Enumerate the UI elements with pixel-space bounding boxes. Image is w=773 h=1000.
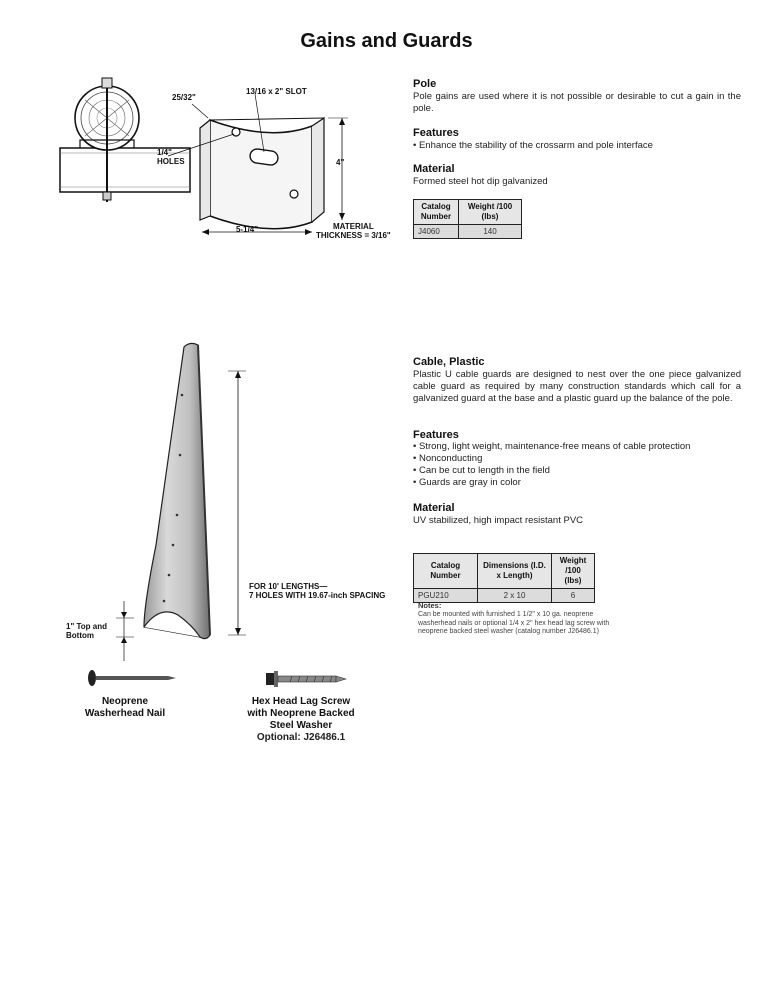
pole-col-weight: Weight /100 (lbs) (459, 200, 522, 225)
pole-features-heading: Features (413, 127, 459, 139)
nail-caption-line-2: Washerhead Nail (84, 708, 166, 719)
cable-features-list (413, 441, 741, 489)
screw-caption-line-3: Steel Washer (269, 720, 333, 731)
slot-label: 13/16 x 2" SLOT (246, 87, 307, 96)
cable-cell-dimensions: 2 x 10 (478, 589, 552, 603)
cable-feature-item: • Guards are gray in color (413, 477, 741, 489)
pole-col-catalog: Catalog Number (414, 200, 459, 225)
pole-description: Pole gains are used where it is not possible or desirable to cut a gain in the pole. (413, 91, 741, 114)
cable-col-catalog: Catalog Number (414, 554, 478, 589)
notes-text: Can be mounted with furnished 1 1/2" x 10 ga. neoprene washerhead nails or optional 1/4 x 2" hex head lag screw with neoprene backed steel washer (catalog number J26486.1) (418, 611, 610, 635)
pole-cell-catalog: J4060 (414, 225, 459, 239)
cable-material: UV stabilized, high impact resistant PVC (413, 515, 584, 526)
height-label: 4" (336, 158, 345, 167)
width-label: 5-1/4" (236, 225, 259, 234)
pole-heading: Pole (413, 78, 437, 90)
pole-features-list (413, 140, 741, 152)
holes-label-text: 1/4" HOLES (157, 148, 185, 166)
cable-table-header-row (414, 554, 595, 589)
cable-col-dimensions: Dimensions (I.D. x Length) (478, 554, 552, 589)
screw-caption (236, 696, 366, 744)
screw-caption-line-1: Hex Head Lag Screw (251, 696, 351, 707)
cable-cell-catalog: PGU210 (414, 589, 478, 603)
pole-table-header-row (414, 200, 522, 225)
holes-label (157, 148, 197, 166)
cable-spec-table (413, 553, 595, 603)
page-title: Gains and Guards (300, 30, 473, 52)
thickness-line-2: THICKNESS = 3/16" (316, 231, 391, 240)
nail-caption-line-1: Neoprene (101, 696, 149, 707)
notes-heading: Notes: (418, 601, 442, 610)
cable-heading: Cable, Plastic (413, 356, 485, 368)
cable-feature-item: • Can be cut to length in the field (413, 465, 741, 477)
cable-cell-weight: 6 (552, 589, 595, 603)
top-bottom-label (66, 622, 107, 640)
guard-length-label (249, 582, 385, 600)
guard-length-line-2: 7 HOLES WITH 19.67-inch SPACING (249, 591, 386, 600)
guard-length-line-1: FOR 10' LENGTHS— (249, 582, 328, 591)
cable-guard-diagram (60, 335, 400, 695)
table-row (414, 225, 522, 239)
cable-features-heading: Features (413, 429, 459, 441)
cable-description: Plastic U cable guards are designed to nest over the one piece galvanized cable guard as required by many construction standards which call for a galvanized guard at the base and a plastic guard up the balance of the pole. (413, 369, 741, 404)
pole-material-heading: Material (413, 163, 455, 175)
pole-feature-item: • Enhance the stability of the crossarm and pole interface (413, 140, 741, 152)
top-bottom-line-1: 1" Top and (66, 622, 107, 631)
pole-spec-table (413, 199, 522, 239)
screw-caption-line-2: with Neoprene Backed (247, 708, 355, 719)
screw-optional: Optional: J26486.1 (256, 732, 346, 743)
pole-cell-weight: 140 (459, 225, 522, 239)
nail-caption (70, 696, 180, 720)
thickness-line-1: MATERIAL (332, 222, 374, 231)
cable-col-weight: Weight /100 (lbs) (552, 554, 595, 589)
cable-feature-item: • Strong, light weight, maintenance-free means of cable protection (413, 441, 741, 453)
pole-material: Formed steel hot dip galvanized (413, 176, 548, 187)
thickness-label (316, 222, 391, 240)
dim-top-label: 25/32" (172, 93, 196, 102)
cable-material-heading: Material (413, 502, 455, 514)
top-bottom-line-2: Bottom (66, 631, 94, 640)
cable-feature-item: • Nonconducting (413, 453, 741, 465)
